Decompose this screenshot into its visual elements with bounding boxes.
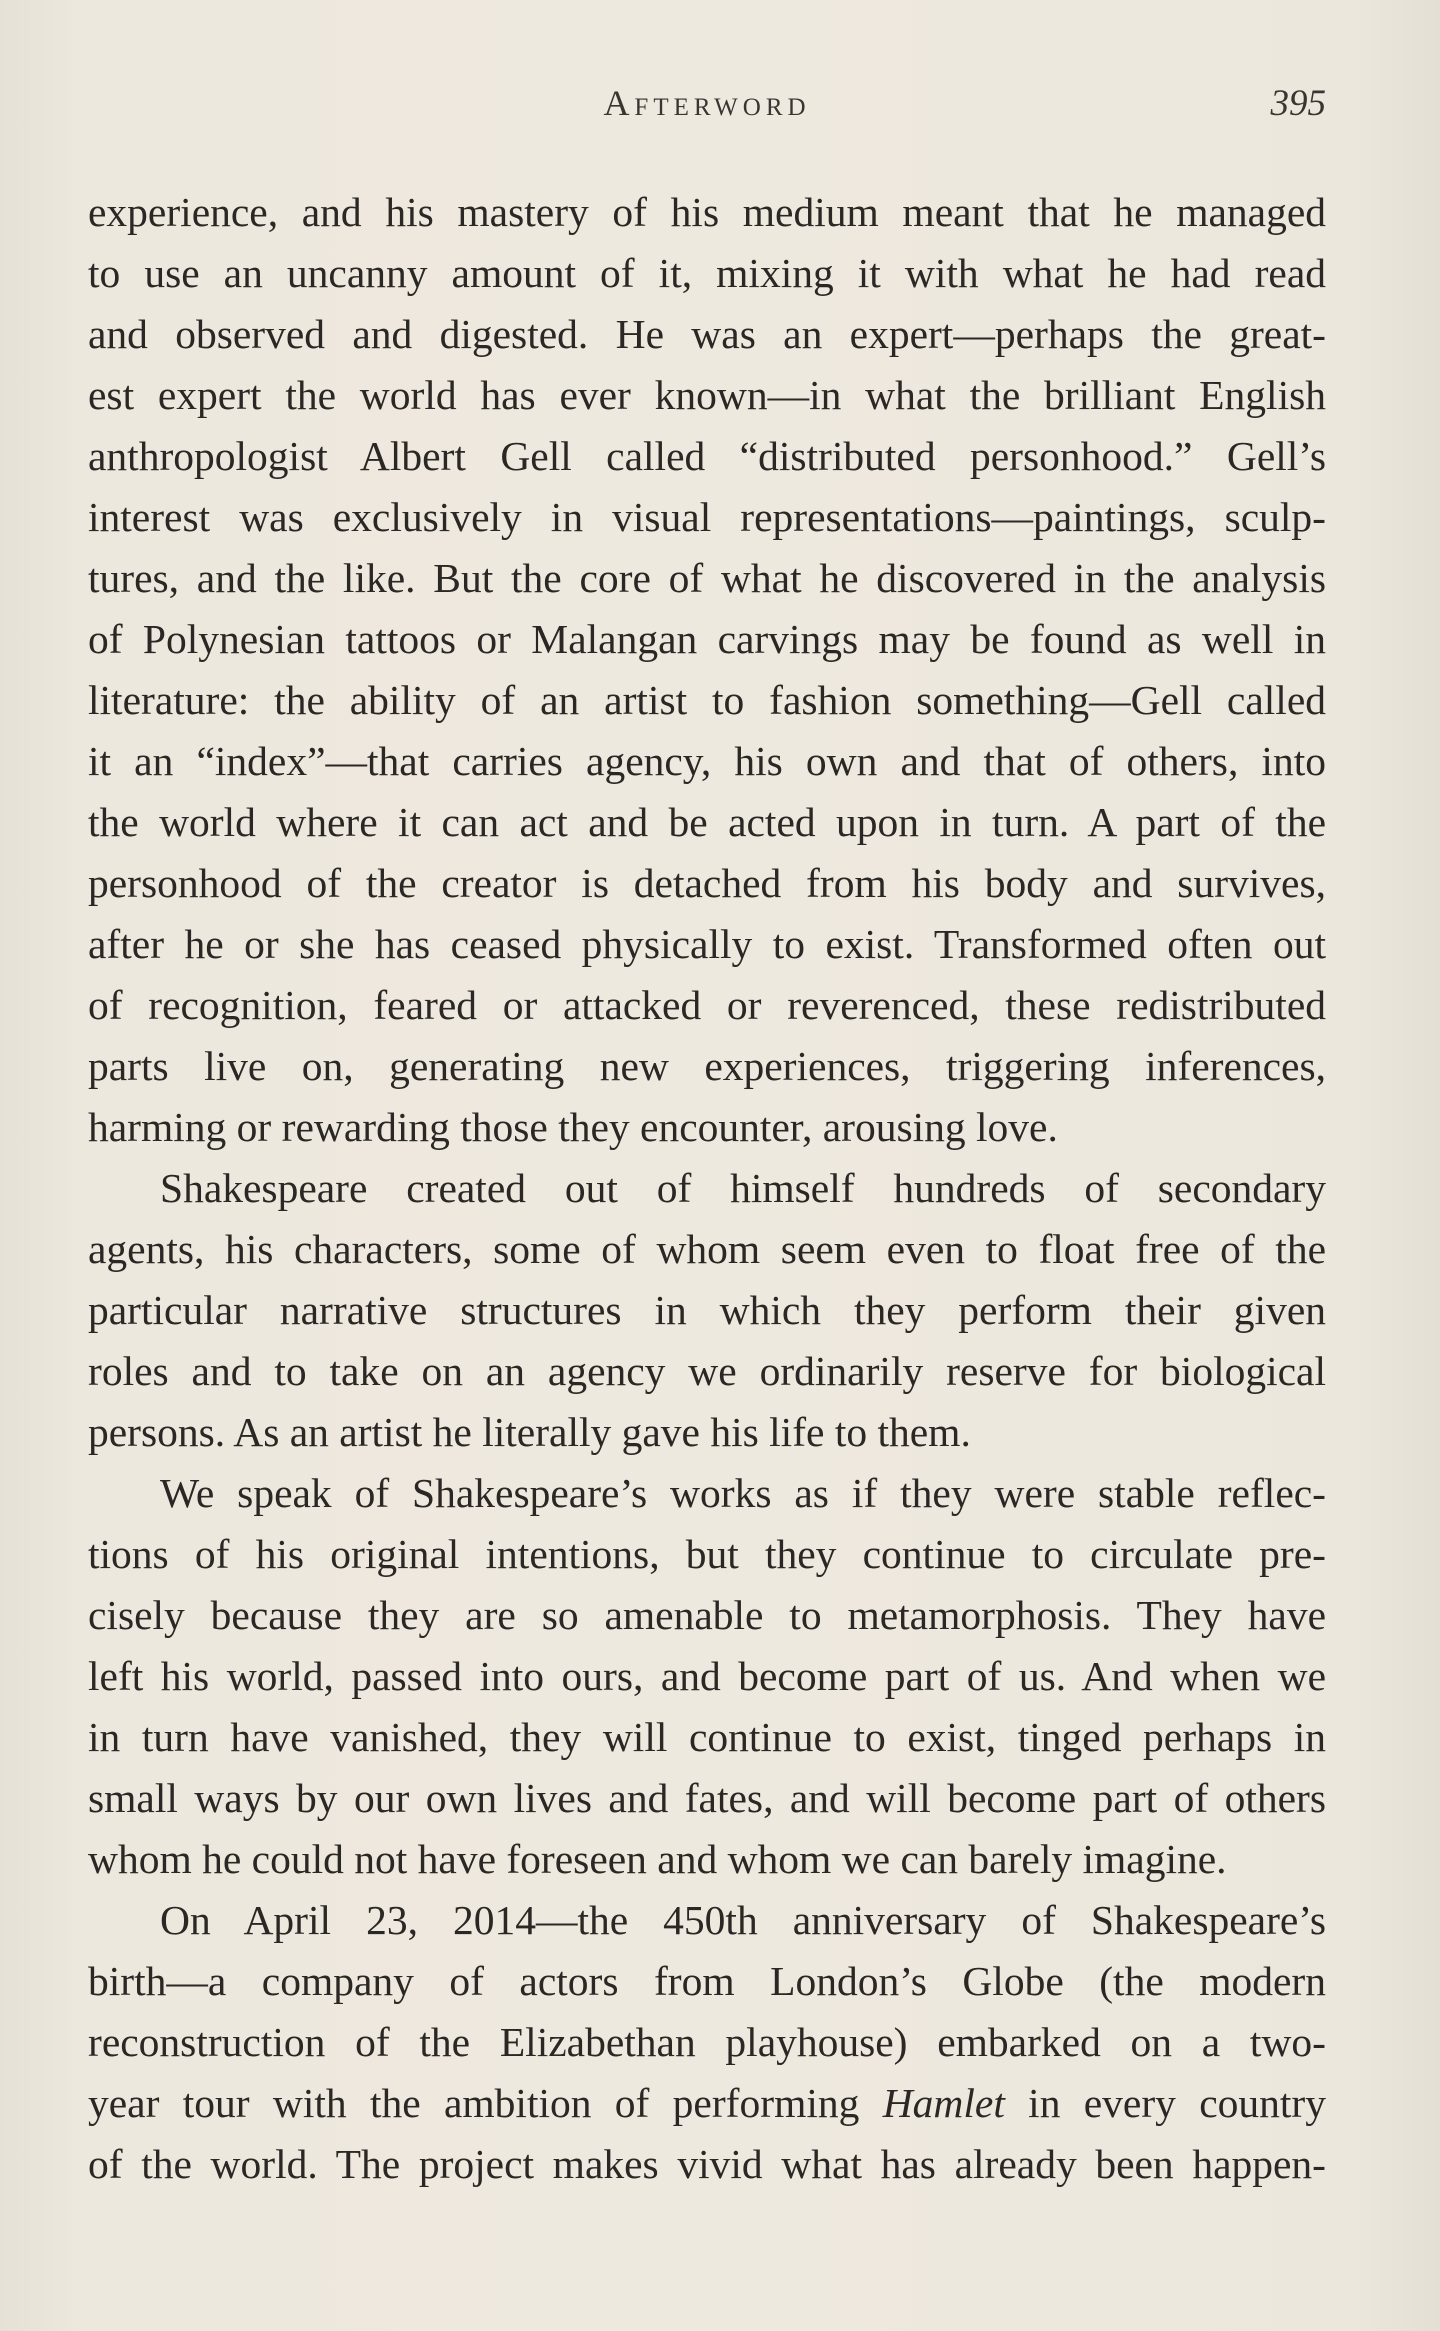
text-line: reconstruction of the Elizabethan playhouse) embarked on a two-	[88, 2019, 1326, 2065]
italic-title: Hamlet	[882, 2080, 1005, 2126]
text-line: of Polynesian tattoos or Malangan carvings may be found as well in	[88, 616, 1326, 662]
text-line: literature: the ability of an artist to fashion something—Gell called	[88, 677, 1326, 723]
page-number: 395	[1270, 83, 1326, 124]
text-line: tures, and the like. But the core of what he discovered in the analysis	[88, 555, 1326, 601]
text-segment: in every country	[1004, 2080, 1326, 2126]
text-line: roles and to take on an agency we ordinarily reserve for biological	[88, 1348, 1326, 1394]
text-line: personhood of the creator is detached from his body and survives,	[88, 860, 1326, 906]
text-line: persons. As an artist he literally gave his life to them.	[88, 1409, 971, 1455]
text-line: of the world. The project makes vivid what has already been happen-	[88, 2141, 1326, 2187]
text-line: On April 23, 2014—the 450th anniversary of Shakespeare’s	[160, 1897, 1326, 1943]
text-line: of recognition, feared or attacked or reverenced, these redistributed	[88, 982, 1326, 1028]
text-line: experience, and his mastery of his medium meant that he managed	[88, 189, 1326, 235]
text-line: birth—a company of actors from London’s Globe (the modern	[88, 1958, 1326, 2004]
text-line: agents, his characters, some of whom seem even to float free of the	[88, 1226, 1326, 1272]
text-line: after he or she has ceased physically to exist. Transformed often out	[88, 921, 1326, 967]
text-line: small ways by our own lives and fates, and will become part of others	[88, 1775, 1326, 1821]
text-line: anthropologist Albert Gell called “distributed personhood.” Gell’s	[88, 433, 1326, 479]
text-line: Shakespeare created out of himself hundreds of secondary	[160, 1165, 1326, 1211]
text-line: harming or rewarding those they encounter, arousing love.	[88, 1104, 1058, 1150]
body-text	[88, 182, 1326, 2195]
text-segment: year tour with the ambition of performing	[88, 2080, 883, 2126]
text-line: left his world, passed into ours, and become part of us. And when we	[88, 1653, 1326, 1699]
text-line: it an “index”—that carries agency, his own and that of others, into	[88, 738, 1326, 784]
text-line: the world where it can act and be acted upon in turn. A part of the	[88, 799, 1326, 845]
text-line: and observed and digested. He was an expert—perhaps the great-	[88, 311, 1326, 357]
text-line: particular narrative structures in which they perform their given	[88, 1287, 1326, 1333]
text-line: tions of his original intentions, but they continue to circulate pre-	[88, 1531, 1326, 1577]
text-line: interest was exclusively in visual representations—paintings, sculp-	[88, 494, 1326, 540]
text-line: est expert the world has ever known—in what the brilliant English	[88, 372, 1326, 418]
text-line: whom he could not have foreseen and whom we can barely imagine.	[88, 1836, 1227, 1882]
text-line: parts live on, generating new experiences, triggering inferences,	[88, 1043, 1326, 1089]
text-line: in turn have vanished, they will continue to exist, tinged perhaps in	[88, 1714, 1326, 1760]
running-title: Afterword	[603, 83, 811, 123]
running-head	[88, 82, 1326, 132]
text-line: to use an uncanny amount of it, mixing it with what he had read	[88, 250, 1326, 296]
text-line: We speak of Shakespeare’s works as if they were stable reflec-	[160, 1470, 1326, 1516]
text-line: cisely because they are so amenable to metamorphosis. They have	[88, 1592, 1326, 1638]
text-line-with-italic-title	[88, 2073, 1326, 2134]
